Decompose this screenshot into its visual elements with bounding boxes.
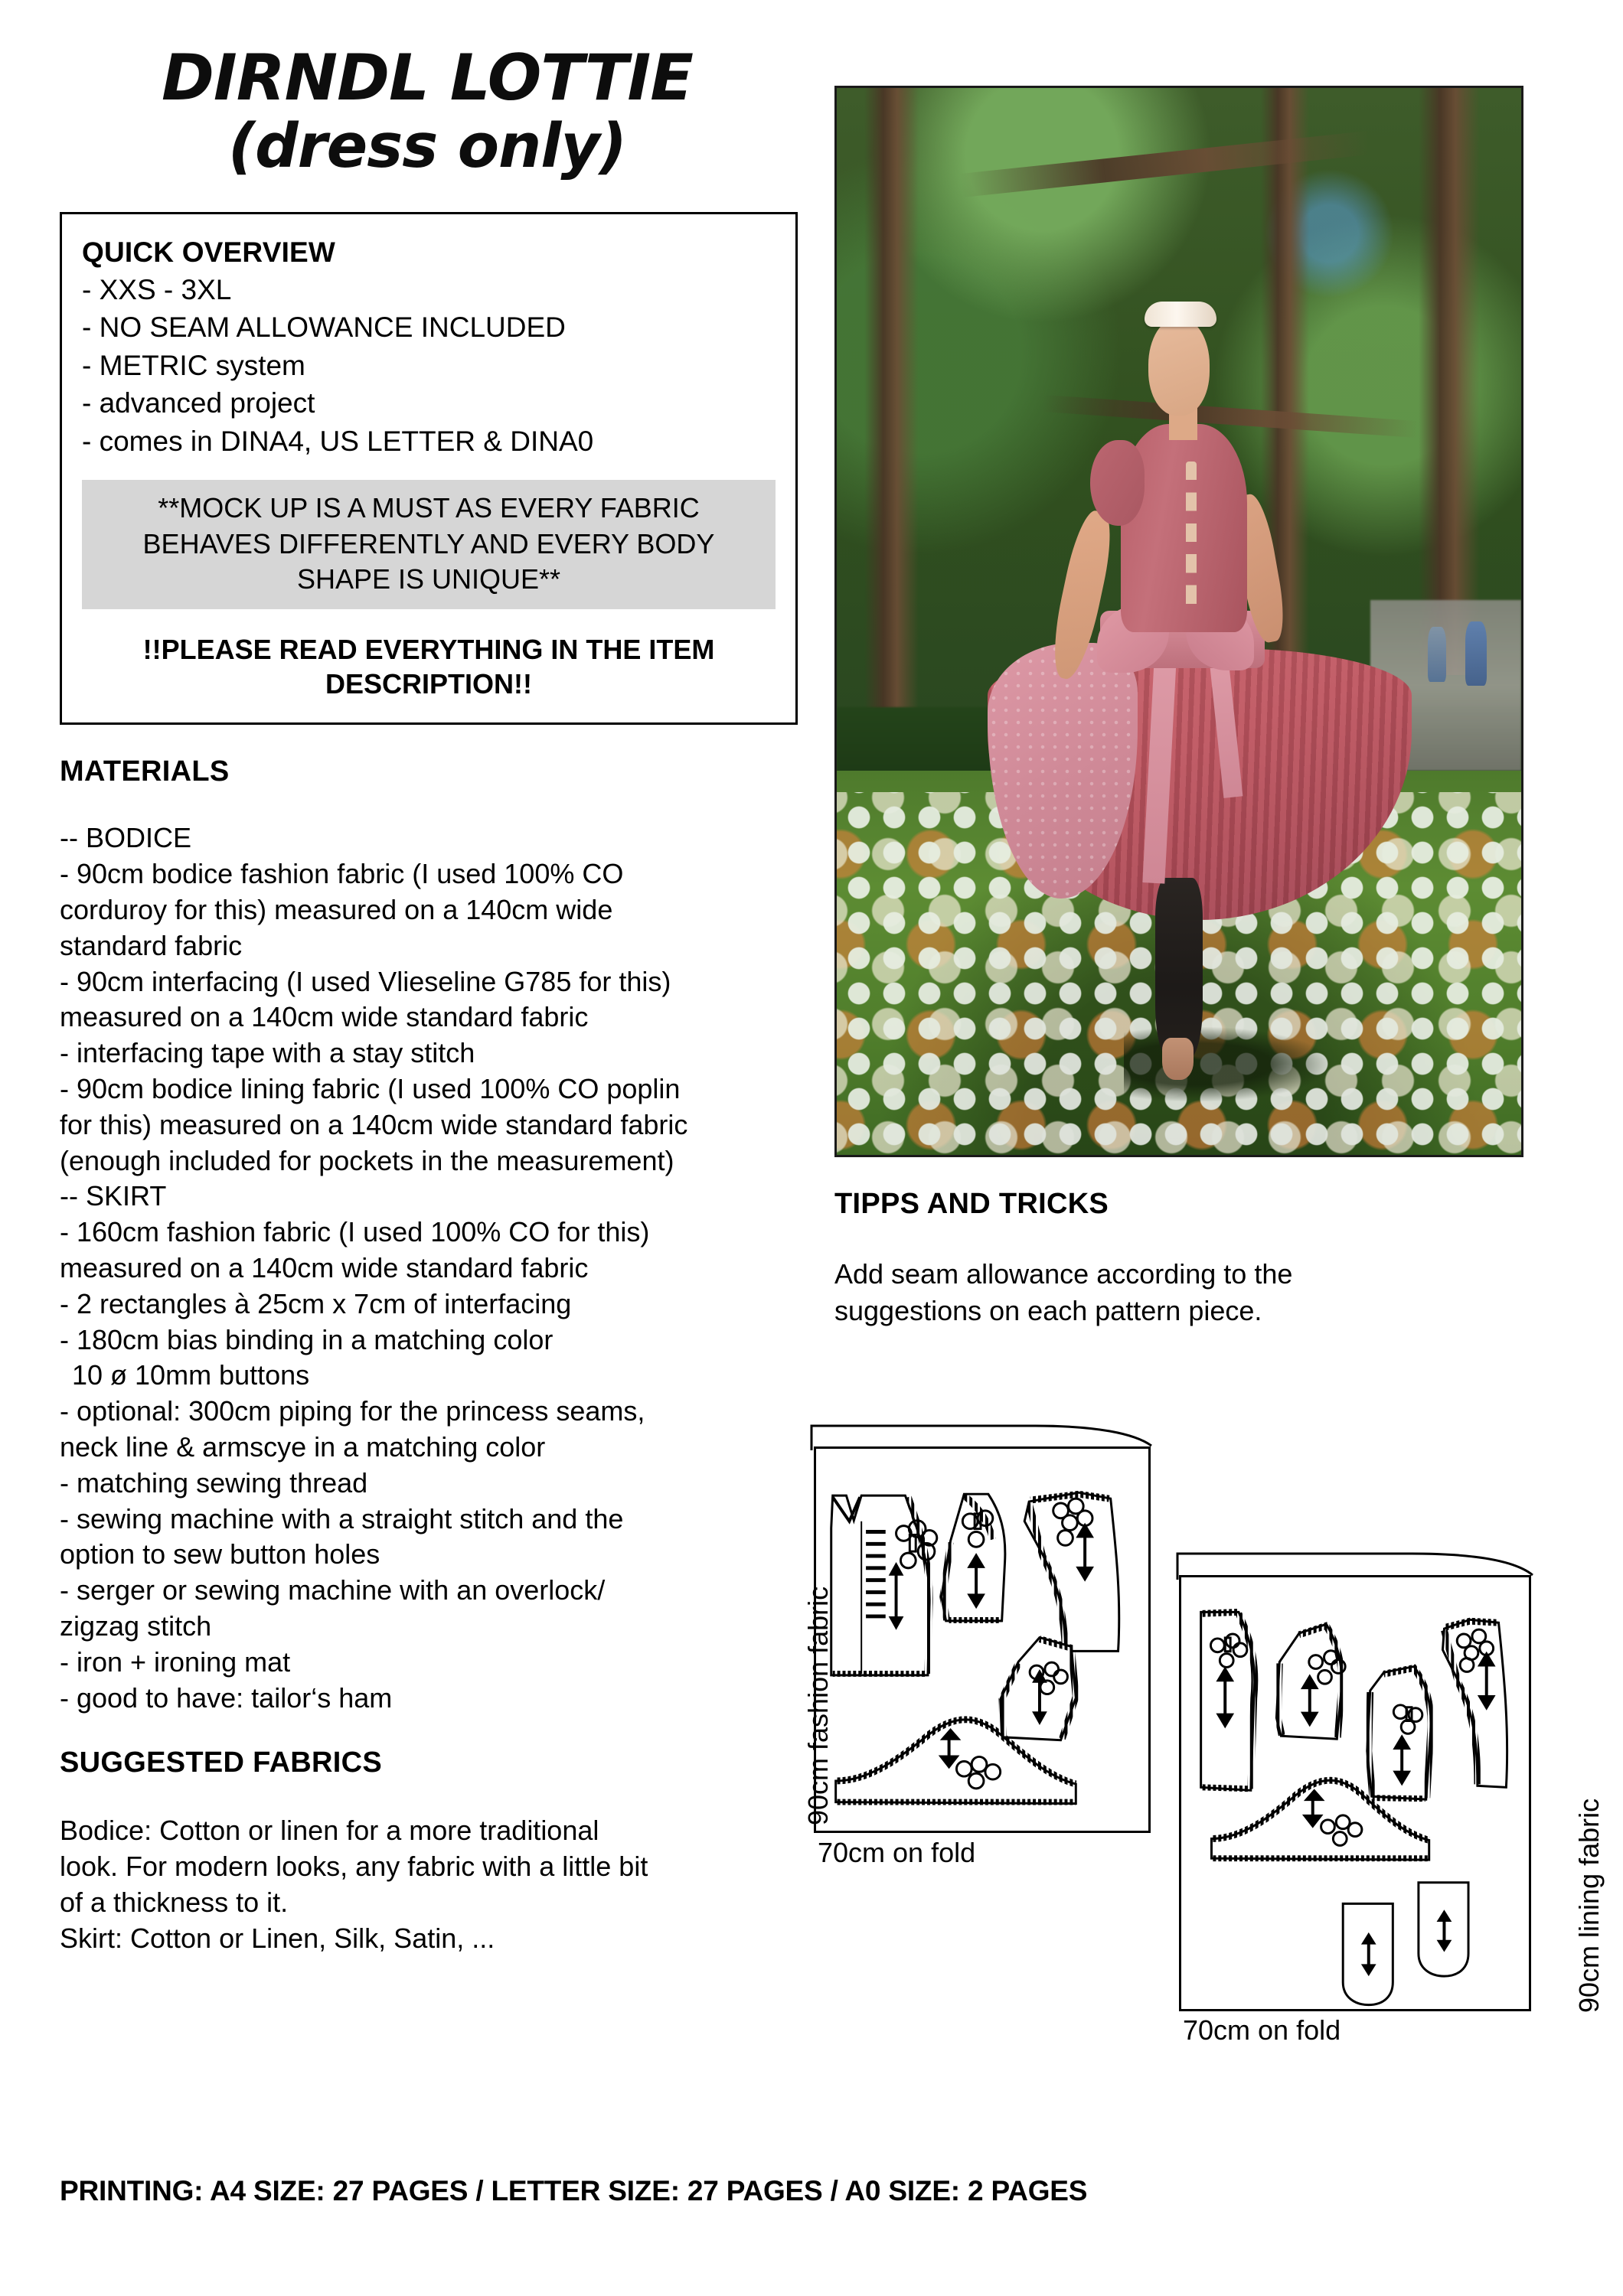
materials-list: [60, 820, 772, 1716]
printing-info: PRINTING: A4 SIZE: 27 PAGES / LETTER SIZE: 27 PAGES / A0 SIZE: 2 PAGES: [60, 2175, 1088, 2206]
photo-model-figure: [837, 88, 1521, 1155]
materials-line: (enough included for pockets in the measurement): [60, 1144, 674, 1176]
suggested-fabrics-line: Skirt: Cotton or Linen, Silk, Satin, ...: [60, 1922, 495, 1954]
mockup-note-line: **MOCK UP IS A MUST AS EVERY FABRIC: [158, 492, 700, 524]
read-description-note: [82, 632, 776, 702]
materials-line: measured on a 140cm wide standard fabric: [60, 1252, 589, 1283]
materials-line: 10 ø 10mm buttons: [72, 1359, 310, 1391]
materials-line: - 180cm bias binding in a matching color: [60, 1323, 554, 1355]
materials-line: - optional: 300cm piping for the princess seams,: [60, 1395, 645, 1427]
cutting-layout-fabric-rectangle: [1179, 1575, 1531, 2011]
suggested-fabrics-line: look. For modern looks, any fabric with a little bit: [60, 1851, 648, 1883]
materials-line: - interfacing tape with a stay stitch: [60, 1037, 475, 1069]
photo-buttons: [1186, 461, 1197, 616]
tipps-and-tricks-heading: TIPPS AND TRICKS: [834, 1188, 1109, 1220]
materials-line: - serger or sewing machine with an overlock/: [60, 1574, 606, 1606]
mockup-note-line: SHAPE IS UNIQUE**: [296, 563, 561, 595]
materials-line: neck line & armscye in a matching color: [60, 1430, 546, 1463]
materials-line: option to sew button holes: [60, 1538, 380, 1570]
photo-model-shadow: [1124, 1027, 1329, 1102]
fold-line-lining: [1171, 1548, 1539, 1584]
fold-line-fashion: [805, 1420, 1158, 1456]
tipps-line: Add seam allowance according to the: [834, 1258, 1293, 1290]
tipps-and-tricks-text: [834, 1256, 1508, 1329]
materials-line: zigzag stitch: [60, 1609, 212, 1642]
materials-line: for this) measured on a 140cm wide standard fabric: [60, 1108, 688, 1140]
quick-overview-item: - XXS - 3XL: [82, 273, 232, 305]
suggested-fabrics-heading: SUGGESTED FABRICS: [60, 1746, 383, 1779]
quick-overview-item: - advanced project: [82, 387, 315, 419]
materials-line: corduroy for this) measured on a 140cm wide: [60, 894, 613, 926]
materials-line: - matching sewing thread: [60, 1466, 368, 1499]
read-note-line: !!PLEASE READ EVERYTHING IN THE ITEM: [142, 633, 715, 665]
materials-line: -- SKIRT: [60, 1180, 167, 1212]
tipps-and-tricks-section: [834, 1188, 1508, 1329]
materials-line: - sewing machine with a straight stitch and the: [60, 1502, 624, 1534]
quick-overview-box: [60, 212, 798, 725]
cutting-layout-pieces-fashion: [816, 1449, 1148, 1830]
cutting-layout-pieces-lining: [1181, 1577, 1529, 2008]
mockup-warning-note: [82, 480, 776, 608]
materials-line: standard fabric: [60, 929, 243, 961]
read-note-line: DESCRIPTION!!: [325, 668, 532, 700]
materials-line: -- BODICE: [60, 822, 192, 854]
suggested-fabrics-line: of a thickness to it.: [60, 1886, 289, 1918]
suggested-fabrics-line: Bodice: Cotton or linen for a more traditional: [60, 1815, 599, 1847]
materials-line: - 90cm bodice lining fabric (I used 100% CO poplin: [60, 1073, 681, 1105]
cutting-layout-side-label-lining: 90cm lining fabric: [1573, 1798, 1605, 2013]
materials-line: - 2 rectangles à 25cm x 7cm of interfacing: [60, 1287, 572, 1319]
photo-sleeve: [1090, 440, 1145, 526]
materials-line: - 90cm interfacing (I used Vlieseline G785 for this): [60, 965, 671, 997]
cutting-layout-bottom-label-lining: 70cm on fold: [1183, 2014, 1341, 2046]
suggested-fabrics-text: [60, 1813, 772, 1956]
cutting-layout-side-label-fashion: 90cm fashion fabric: [802, 1586, 834, 1825]
quick-overview-item: - comes in DINA4, US LETTER & DINA0: [82, 425, 594, 457]
materials-heading: MATERIALS: [60, 755, 230, 788]
title-line-2: (dress only): [228, 110, 626, 181]
left-column: [60, 41, 825, 1957]
materials-line: - iron + ironing mat: [60, 1645, 291, 1678]
quick-overview-item: - METRIC system: [82, 349, 305, 381]
photo-headband: [1145, 302, 1216, 327]
mockup-note-line: BEHAVES DIFFERENTLY AND EVERY BODY: [142, 527, 715, 559]
materials-line: - 160cm fashion fabric (I used 100% CO for this): [60, 1216, 650, 1248]
materials-line: - good to have: tailor‘s ham: [60, 1681, 393, 1714]
photo-head: [1148, 318, 1210, 416]
materials-line: measured on a 140cm wide standard fabric: [60, 1001, 589, 1033]
title-line-1: DIRNDL LOTTIE: [161, 41, 694, 115]
quick-overview-heading: QUICK OVERVIEW: [82, 236, 336, 269]
page-title: [60, 41, 825, 181]
materials-line: - 90cm bodice fashion fabric (I used 100% CO: [60, 858, 624, 890]
photo-legs: [1155, 878, 1203, 1059]
tipps-line: suggestions on each pattern piece.: [834, 1294, 1262, 1326]
quick-overview-item: - NO SEAM ALLOWANCE INCLUDED: [82, 311, 566, 344]
cutting-layout-bottom-label-fashion: 70cm on fold: [818, 1837, 976, 1868]
photo-shoe: [1162, 1038, 1194, 1081]
cutting-layout-fabric-rectangle: [814, 1446, 1151, 1833]
model-photo: [834, 86, 1523, 1157]
